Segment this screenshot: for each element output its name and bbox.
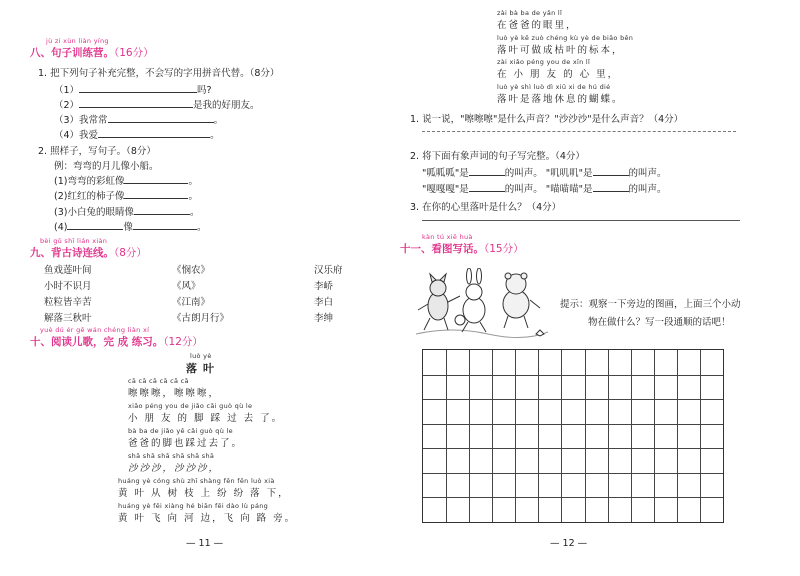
sec8-q1: 1. 把下列句子补充完整，不会写的字用拼音代替。（8分） (38, 68, 280, 79)
poem-line: 黄 叶 从 树 枝 上 纷 纷 落 下， (118, 488, 290, 499)
grid-col-line (469, 350, 470, 522)
blank[interactable] (593, 183, 629, 192)
poet-item[interactable]: 李绅 (314, 313, 334, 324)
poem-pinyin: luò yè shì luò dì xiū xi de hú dié (497, 83, 611, 91)
sec8-q2-item-1: (1)弯弯的彩虹像 。 (54, 176, 198, 187)
sec9-pinyin: bèi gǔ shī lián xiàn (40, 237, 108, 245)
grid-col-line (654, 350, 655, 522)
hint-line-2: 物在做什么？写一段通顺的话吧！ (588, 317, 731, 328)
poem-line: 在 小 朋 友 的 心 里， (497, 69, 620, 80)
grid-row-line (423, 473, 723, 474)
poem-line: 小 朋 友 的 脚 踩 过 去 了。 (128, 413, 284, 424)
sec10-q2-row-1: "呱呱呱"是 的叫声。 "叽叽叽"是 的叫声。 (422, 168, 667, 179)
writing-grid[interactable] (422, 349, 724, 523)
poem-line-item[interactable]: 粒粒皆辛苦 (44, 297, 92, 308)
poem-pinyin: xiǎo péng you de jiǎo cǎi guò qù le (128, 402, 253, 410)
blank[interactable] (469, 183, 505, 192)
grid-col-line (631, 350, 632, 522)
poem-pinyin: zài xiǎo péng you de xīn lǐ (497, 58, 591, 66)
answer-line[interactable] (422, 220, 740, 221)
blank[interactable] (79, 84, 197, 93)
poem-line: 黄 叶 飞 向 河 边，飞 向 路 旁。 (118, 513, 297, 524)
poem-pinyin: zài bà ba de yǎn lǐ (497, 9, 563, 17)
grid-col-line (492, 350, 493, 522)
poem-line: 嚓嚓嚓，嚓嚓嚓， (128, 388, 221, 399)
sec8-q2-item-3: (3)小白兔的眼睛像 。 (54, 207, 200, 218)
animals-picture-icon (412, 268, 552, 344)
blank[interactable] (124, 190, 188, 199)
poem-pinyin: cā cā cā cā cā cā (128, 377, 189, 385)
grid-row-line (423, 424, 723, 425)
blank[interactable] (108, 114, 214, 123)
poem-pinyin: bà ba de jiǎo yě cǎi guò qù le (128, 427, 233, 435)
blank[interactable] (134, 206, 190, 215)
blank[interactable] (124, 175, 188, 184)
grid-col-line (515, 350, 516, 522)
sec8-q1-item-4: （4）我爱 。 (54, 130, 220, 141)
poem-line-item[interactable]: 鱼戏莲叶间 (44, 265, 92, 276)
grid-row-line (423, 375, 723, 376)
grid-col-line (585, 350, 586, 522)
sec10-q3: 3. 在你的心里落叶是什么？（4分） (410, 202, 562, 213)
poem-line-item[interactable]: 小时不识月 (44, 281, 92, 292)
sec8-q1-item-3: （3）我常常 。 (54, 115, 224, 126)
poem-line: 落叶是落地休息的蝴蝶。 (497, 94, 624, 105)
grid-row-line (423, 448, 723, 449)
poem-line: 爸爸的脚也踩过去了。 (128, 438, 244, 449)
poem-title-item[interactable]: 《江南》 (172, 297, 211, 308)
grid-col-line (677, 350, 678, 522)
blank[interactable] (133, 221, 197, 230)
blank[interactable] (67, 221, 123, 230)
poem-line: 在爸爸的眼里， (497, 20, 578, 31)
grid-col-line (700, 350, 701, 522)
poet-item[interactable]: 汉乐府 (314, 265, 343, 276)
grid-col-line (446, 350, 447, 522)
poem-title-item[interactable]: 《风》 (172, 281, 201, 292)
sec10-title: 十、阅读儿歌，完 成 练习。（12分） (30, 336, 203, 348)
sec8-example: 例：弯弯的月儿像小船。 (54, 161, 159, 172)
sec8-q1-item-2: （2） 是我的好朋友。 (54, 100, 260, 111)
sec8-title: 八、句子训练营。（16分） (30, 47, 154, 59)
grid-col-line (538, 350, 539, 522)
poem-pinyin: huáng yè cóng shù zhī shàng fēn fēn luò xià (118, 477, 275, 485)
poem-title-pinyin: luò yè (190, 352, 212, 360)
blank[interactable] (469, 167, 505, 176)
poem-pinyin: huáng yè fēi xiàng hé biān fēi dào lù páng (118, 502, 269, 510)
sec8-q2: 2. 照样子，写句子。（8分） (38, 146, 156, 157)
poem-line-item[interactable]: 解落三秋叶 (44, 313, 92, 324)
sec9-title: 九、背古诗连线。（8分） (30, 247, 147, 259)
page-number: — 12 — (550, 538, 588, 549)
poem-line: 落叶可做成枯叶的标本， (497, 45, 624, 56)
sec8-q2-item-4: (4) 像 。 (54, 222, 207, 233)
hint-line-1: 提示：观察一下旁边的图画，上面三个小动 (560, 299, 741, 310)
poem-title-item[interactable]: 《古朗月行》 (172, 313, 230, 324)
poem-title-item[interactable]: 《悯农》 (172, 265, 211, 276)
grid-col-line (561, 350, 562, 522)
poem-pinyin: shā shā shā shā shā shā (128, 452, 215, 460)
sec8-q2-item-2: (2)红红的柿子像 。 (54, 191, 198, 202)
grid-col-line (608, 350, 609, 522)
sec10-pinyin: yuè dú ér gē wán chéng liàn xí (40, 326, 150, 334)
sec10-q2: 2. 将下面有象声词的句子写完整。（4分） (410, 151, 585, 162)
page-number: — 11 — (186, 538, 224, 549)
poem-title: 落叶 (186, 362, 220, 375)
grid-row-line (423, 497, 723, 498)
sec10-q2-row-2: "嘎嘎嘎"是 的叫声。 "喵喵喵"是 的叫声。 (422, 184, 667, 195)
poem-line: 沙沙沙，沙沙沙， (128, 463, 221, 474)
answer-line[interactable] (422, 131, 736, 132)
sec11-title: 十一、看图写话。（15分） (400, 243, 524, 255)
poet-item[interactable]: 李峤 (314, 281, 334, 292)
sec8-pinyin: jù zi xùn liàn yíng (46, 37, 109, 45)
sec11-pinyin: kàn tú xiě huà (422, 233, 473, 241)
grid-row-line (423, 399, 723, 400)
sec10-q1: 1. 说一说，"嚓嚓嚓"是什么声音？"沙沙沙"是什么声音？（4分） (410, 114, 684, 125)
blank[interactable] (593, 167, 629, 176)
poet-item[interactable]: 李白 (314, 297, 334, 308)
blank[interactable] (98, 129, 210, 138)
sec8-q1-item-1: （1） 吗? (54, 85, 212, 96)
poem-pinyin: luò yè kě zuò chéng kù yè de biāo běn (497, 34, 634, 42)
blank[interactable] (79, 99, 193, 108)
